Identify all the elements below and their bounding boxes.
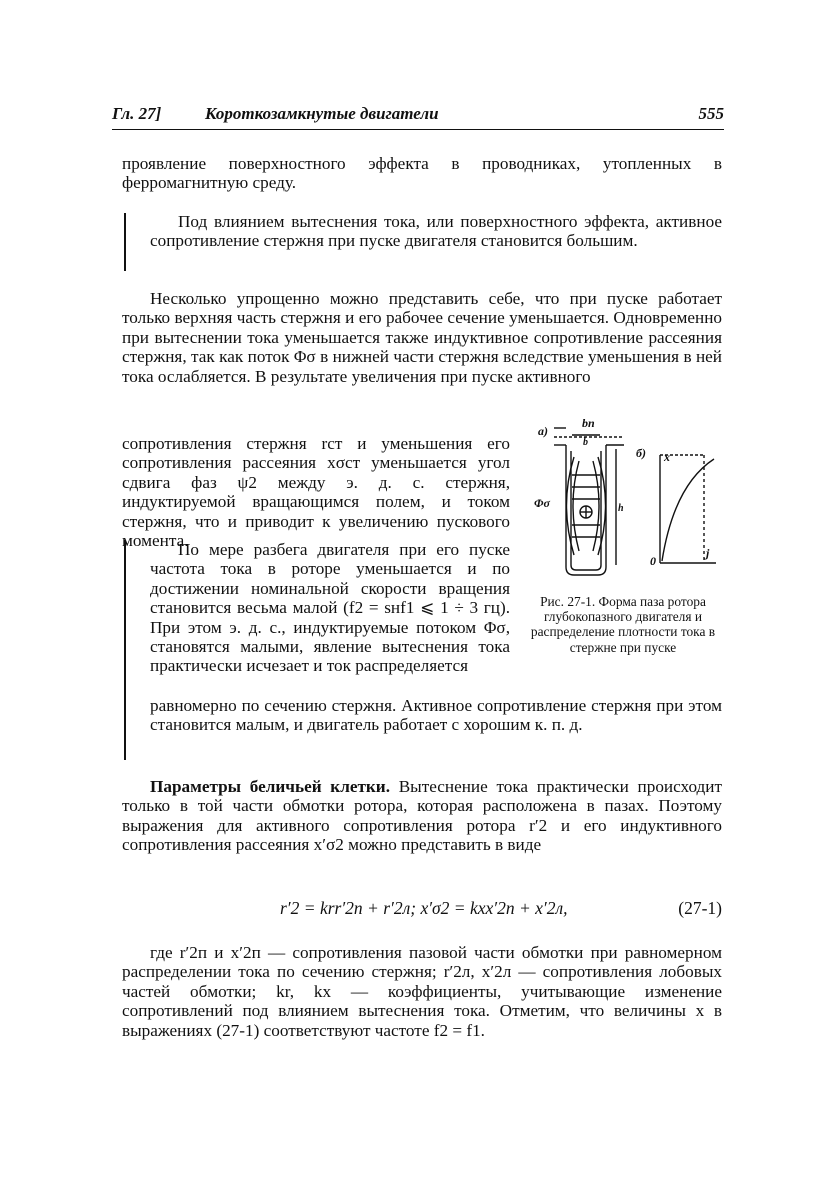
boxed-paragraph-2-full: равномерно по сечению стержня. Активное сопротивление стержня при этом становится малым, и двигатель работает с хорошим к. п. д. xyxy=(150,696,722,735)
label-zero: 0 xyxy=(650,554,656,568)
margin-bar-2 xyxy=(124,540,126,760)
figure-27-1 xyxy=(524,415,724,590)
formula-number: (27-1) xyxy=(678,898,722,918)
formula-expression: r′2 = krr′2п + r′2л; x′σ2 = kxx′2п + x′2л, xyxy=(280,898,568,918)
boxed-paragraph-2-wrap: По мере разбега двигателя при его пуске частота тока в роторе уменьшается и по достижении номинальной скорости вращения становится весьма малой (f2 = sнf1 ⩽ 1 ÷ 3 гц). При этом э. д. с., индуктируемые потоком Φσ, становятся малыми, явление вытеснения тока практически исчезает и ток распределяется xyxy=(150,540,510,676)
running-header xyxy=(112,104,724,128)
paragraph-2-wrap: сопротивления стержня rст и уменьшения его сопротивления рассеяния xσст уменьшается угол сдвига фаз ψ2 между э. д. с. стержня, индуктируемой вращающимся полем, и током стержня, что и приводит к увеличению пускового момента. xyxy=(122,434,510,551)
paragraph-1: проявление поверхностного эффекта в проводниках, утопленных в ферромагнитную среду. xyxy=(122,154,722,193)
section-paragraph xyxy=(122,777,722,855)
margin-bar-1 xyxy=(124,213,126,271)
paragraph-2: Несколько упрощенно можно представить себе, что при пуске работает только верхняя часть стержня и его рабочее сечение уменьшается. Одновременно при вытеснении тока уменьшается также индуктивное сопротивление рассеяния стержня, так как поток Φσ в нижней части стержня вследствие уменьшения в ней тока ослабляется. В результате увеличения при пуске активного xyxy=(122,289,722,386)
page-number: 555 xyxy=(698,104,724,123)
header-rule xyxy=(112,129,724,130)
chapter-ref: Гл. 27] xyxy=(112,104,162,123)
label-phi: Φσ xyxy=(534,496,550,510)
label-b: b xyxy=(583,437,588,448)
label-b-right: б) xyxy=(636,446,646,460)
section-heading: Параметры беличьей клетки. xyxy=(150,777,391,796)
section-text: Вытеснение тока практически происходит только в той части обмотки ротора, которая расположена в пазах. Поэтому выражения для активного сопротивления ротора r′2 и его индуктивного сопротивления рассеяния x′σ2 можно представить в виде xyxy=(122,777,722,855)
label-bn: bп xyxy=(582,416,595,430)
label-j: j xyxy=(706,546,710,560)
label-a: a) xyxy=(538,424,548,438)
label-h: h xyxy=(618,503,624,514)
figure-caption: Рис. 27-1. Форма паза ротора глубокопазного двигателя и распределение плотности тока в стержне при пуске xyxy=(530,594,716,655)
paragraph-3: где r′2п и x′2п — сопротивления пазовой части обмотки при равномерном распределении тока по сечению стержня; r′2л, x′2л — сопротивления лобовых частей обмотки; kr, kx — коэффициенты, учитывающие изменение сопротивлений под влиянием вытеснения тока. Отметим, что величины x в выражениях (27-1) соответствуют частоте f2 = f1. xyxy=(122,943,722,1040)
boxed-paragraph-1: Под влиянием вытеснения тока, или поверхностного эффекта, активное сопротивление стержня при пуске двигателя становится большим. xyxy=(150,212,722,251)
label-x: x xyxy=(664,450,670,464)
formula-27-1 xyxy=(122,898,722,922)
chapter-title: Короткозамкнутые двигатели xyxy=(205,104,439,123)
